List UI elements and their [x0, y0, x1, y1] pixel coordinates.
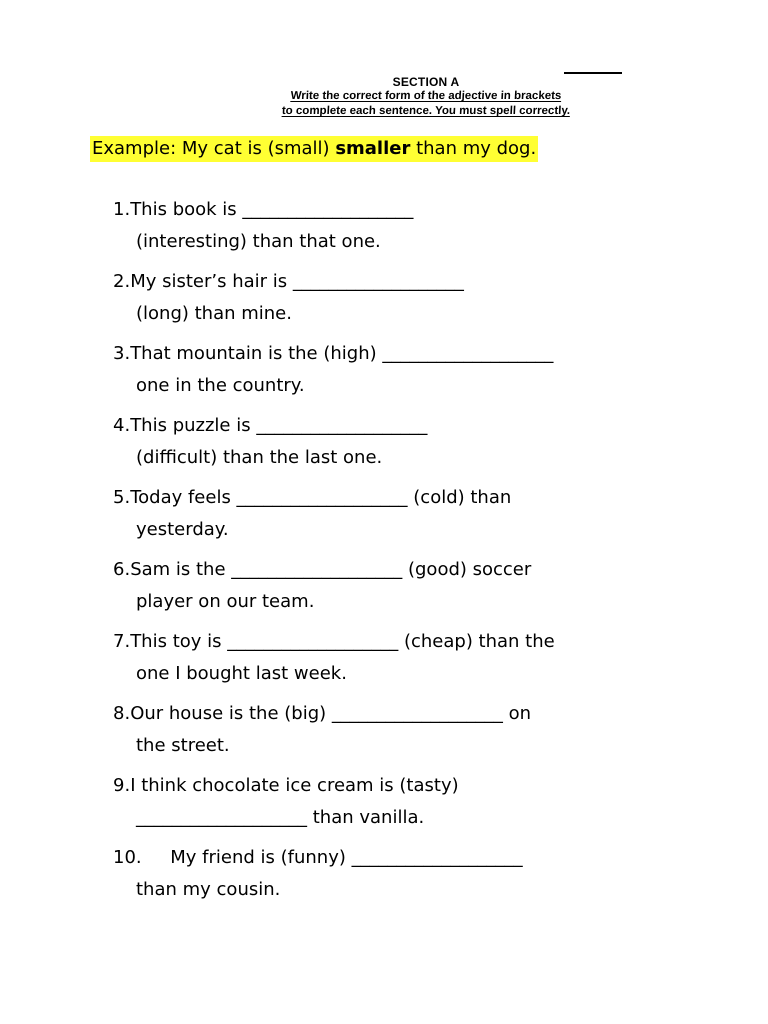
example-suffix: than my dog.: [410, 138, 537, 159]
question-text-line-1: This toy is ___________________ (cheap) than the: [130, 631, 555, 652]
question-number: 10.: [113, 847, 142, 868]
question-number: 3.: [113, 343, 131, 364]
section-title: SECTION A: [392, 75, 460, 89]
example-answer: smaller: [335, 138, 411, 159]
question-number: 5.: [113, 487, 131, 508]
instruction-line-2: to complete each sentence. You must spell correctly.: [281, 105, 571, 117]
question-text-line-2: (long) than mine.: [136, 303, 292, 324]
question-number: 4.: [113, 415, 131, 436]
question-text-line-2: player on our team.: [136, 591, 315, 612]
question-text-line-1: Sam is the ___________________ (good) soccer: [130, 559, 532, 580]
instruction-line-1: Write the correct form of the adjective in brackets: [290, 90, 562, 102]
question-text-line-2: ___________________ than vanilla.: [136, 807, 425, 828]
question-number: 1.: [113, 199, 131, 220]
example-sentence: [90, 136, 538, 162]
question-text-line-1: That mountain is the (high) ___________________: [130, 343, 554, 364]
question-text-line-1: My friend is (funny) ___________________: [141, 847, 523, 868]
question-text-line-2: (interesting) than that one.: [136, 231, 381, 252]
question-number: 2.: [113, 271, 131, 292]
question-number: 7.: [113, 631, 131, 652]
question-text-line-1: Today feels ___________________ (cold) than: [130, 487, 512, 508]
question-number: 6.: [113, 559, 131, 580]
question-10: [113, 842, 523, 906]
question-text-line-2: the street.: [136, 735, 230, 756]
example-prefix: Example: My cat is (small): [92, 138, 336, 159]
question-9: [113, 770, 459, 834]
question-text-line-1: This puzzle is ___________________: [130, 415, 428, 436]
question-number: 8.: [113, 703, 131, 724]
question-number: 9.: [113, 775, 131, 796]
question-text-line-2: than my cousin.: [136, 879, 281, 900]
question-text-line-1: Our house is the (big) ___________________ on: [130, 703, 532, 724]
question-text-line-2: (difficult) than the last one.: [136, 447, 383, 468]
question-text-line-2: one in the country.: [136, 375, 305, 396]
question-7: [113, 626, 555, 690]
question-5: [113, 482, 511, 546]
question-8: [113, 698, 531, 762]
question-text-line-2: yesterday.: [136, 519, 229, 540]
question-text-line-2: one I bought last week.: [136, 663, 347, 684]
question-text-line-1: This book is ___________________: [130, 199, 414, 220]
header-rule: [564, 72, 622, 74]
question-4: [113, 410, 427, 474]
question-text-line-1: My sister’s hair is ___________________: [130, 271, 464, 292]
question-2: [113, 266, 464, 330]
section-header: [226, 70, 626, 120]
question-3: [113, 338, 553, 402]
question-text-line-1: I think chocolate ice cream is (tasty): [130, 775, 459, 796]
question-6: [113, 554, 531, 618]
question-1: [113, 194, 413, 258]
